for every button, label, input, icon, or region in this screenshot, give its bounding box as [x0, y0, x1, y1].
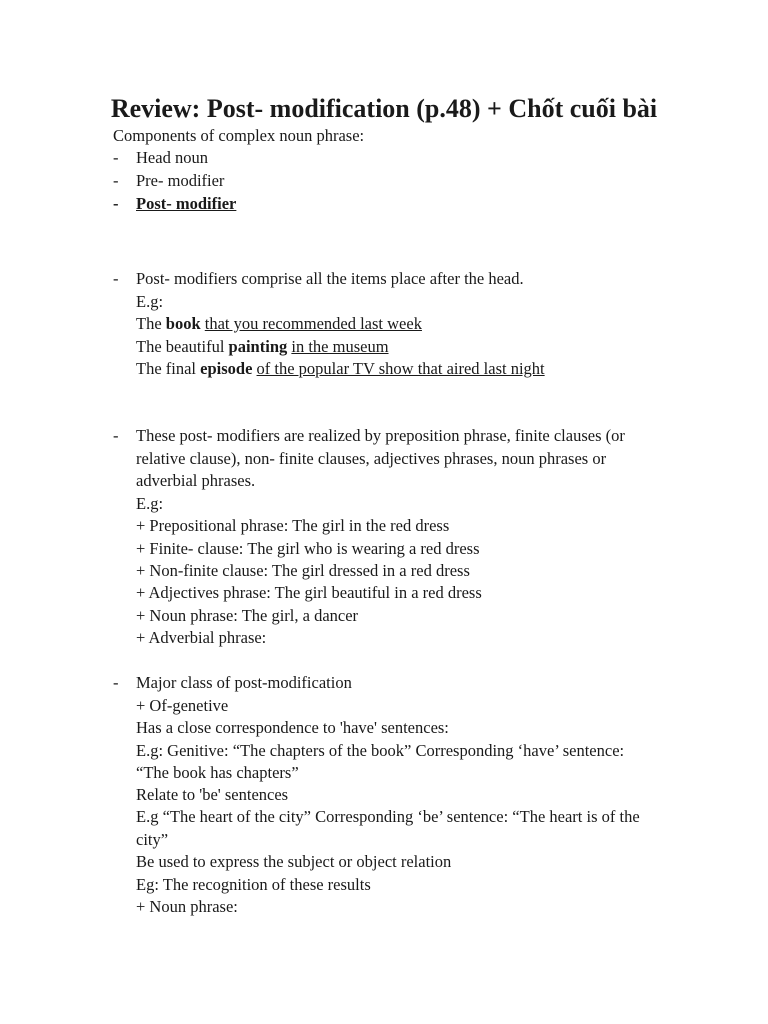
section3-line: Has a close correspondence to 'have' sentences:	[136, 718, 449, 737]
section3-line: city”	[136, 830, 169, 849]
section3-line: Eg: The recognition of these results	[136, 875, 371, 894]
section1-statement: Post- modifiers comprise all the items place after the head.	[136, 269, 524, 288]
bullet-dash: -	[113, 194, 119, 213]
list-item: + Finite- clause: The girl who is wearing a red dress	[136, 539, 480, 558]
list-item: + Prepositional phrase: The girl in the red dress	[136, 516, 450, 535]
list-item: + Adjectives phrase: The girl beautiful in a red dress	[136, 583, 482, 602]
section3-line: + Of-genetive	[136, 696, 229, 715]
section3-line: “The book has chapters”	[136, 763, 299, 782]
section3-line: + Noun phrase:	[136, 897, 238, 916]
section2-eg-label: E.g:	[136, 494, 164, 513]
bullet-dash: -	[113, 426, 119, 445]
example-line: The beautiful painting in the museum	[136, 337, 389, 356]
section3-line: Major class of post-modification	[136, 673, 352, 692]
bullet-dash: -	[113, 673, 119, 692]
section3-line: E.g “The heart of the city” Corresponding ‘be’ sentence: “The heart is of the	[136, 807, 640, 826]
example-line: The book that you recommended last week	[136, 314, 422, 333]
list-item: + Non-finite clause: The girl dressed in a red dress	[136, 561, 470, 580]
component-head-noun: Head noun	[136, 148, 208, 167]
bullet-dash: -	[113, 171, 119, 190]
section3-line: Relate to 'be' sentences	[136, 785, 289, 804]
section1-eg-label: E.g:	[136, 292, 164, 311]
list-item: + Noun phrase: The girl, a dancer	[136, 606, 359, 625]
example-line: The final episode of the popular TV show that aired last night	[136, 359, 545, 378]
section3-line: Be used to express the subject or object relation	[136, 852, 452, 871]
component-pre-modifier: Pre- modifier	[136, 171, 225, 190]
page-title: Review: Post- modification (p.48) + Chốt cuối bài	[110, 94, 658, 123]
section3-line: E.g: Genitive: “The chapters of the book” Corresponding ‘have’ sentence:	[136, 741, 625, 760]
section2-statement-line: These post- modifiers are realized by preposition phrase, finite clauses (or	[136, 426, 625, 445]
bullet-dash: -	[113, 269, 119, 288]
intro-text: Components of complex noun phrase:	[113, 126, 365, 145]
section2-statement-line: adverbial phrases.	[136, 471, 256, 490]
bullet-dash: -	[113, 148, 119, 167]
section2-statement-line: relative clause), non- finite clauses, adjectives phrases, noun phrases or	[136, 449, 607, 468]
list-item: + Adverbial phrase:	[136, 628, 267, 647]
component-post-modifier: Post- modifier	[136, 194, 237, 213]
